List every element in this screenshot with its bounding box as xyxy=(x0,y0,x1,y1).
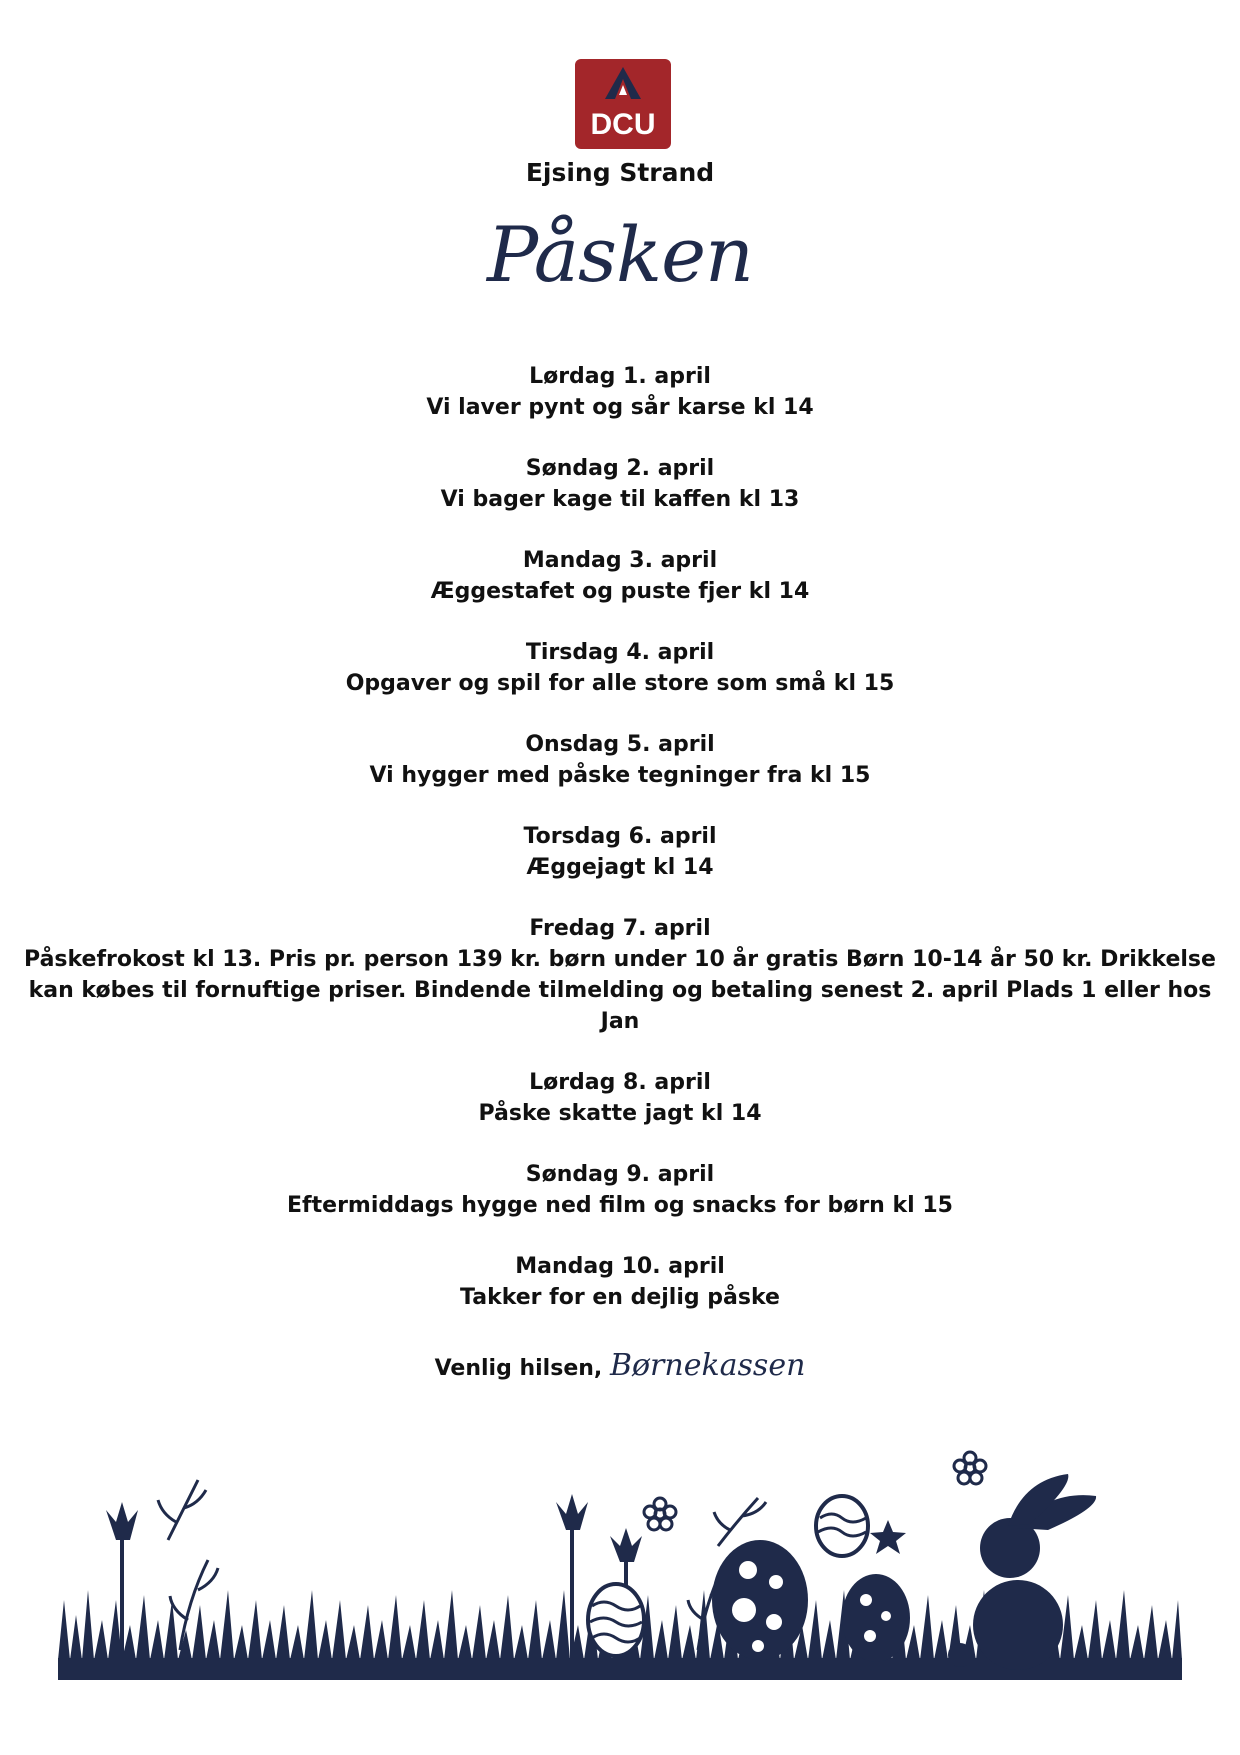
event-item xyxy=(20,453,1220,515)
event-desc: Vi hygger med påske tegninger fra kl 15 xyxy=(369,763,871,788)
event-desc: Påske skatte jagt kl 14 xyxy=(478,1101,762,1126)
event-desc: Opgaver og spil for alle store som små kl 15 xyxy=(345,671,895,696)
egg-icon xyxy=(842,1574,910,1662)
event-item xyxy=(20,913,1220,1037)
event-day: Tirsdag 4. april xyxy=(525,640,715,665)
tulip-icon xyxy=(610,1528,642,1562)
egg-icon xyxy=(816,1496,868,1556)
page-title: Påsken xyxy=(486,210,753,299)
event-day: Søndag 9. april xyxy=(525,1162,715,1187)
event-day: Mandag 3. april xyxy=(522,548,718,573)
leaf-branch-icon xyxy=(714,1498,766,1546)
event-day: Lørdag 1. april xyxy=(529,364,711,389)
greeting-text: Venlig hilsen, xyxy=(434,1356,603,1381)
event-item xyxy=(20,1251,1220,1313)
event-item xyxy=(20,821,1220,883)
tulip-icon xyxy=(556,1494,588,1530)
event-day: Onsdag 5. april xyxy=(525,732,715,757)
event-desc: Eftermiddags hygge ned film og snacks for børn kl 15 xyxy=(287,1193,953,1218)
event-item xyxy=(20,637,1220,699)
dcu-logo xyxy=(575,59,671,149)
event-item xyxy=(20,1159,1220,1221)
easter-meadow-illustration xyxy=(58,1450,1182,1680)
event-day: Mandag 10. april xyxy=(515,1254,725,1279)
signature: Børnekassen xyxy=(609,1348,806,1383)
closing xyxy=(0,1348,1240,1383)
event-day: Torsdag 6. april xyxy=(523,824,717,849)
event-desc: Æggejagt kl 14 xyxy=(526,855,714,880)
event-desc: Vi laver pynt og sår karse kl 14 xyxy=(426,395,814,420)
flower-icon xyxy=(644,1498,676,1530)
flower-icon xyxy=(954,1452,986,1484)
event-day: Fredag 7. april xyxy=(529,916,711,941)
event-item xyxy=(20,1067,1220,1129)
camp-name: Ejsing Strand xyxy=(525,158,715,187)
leaf-branch-icon xyxy=(158,1480,206,1540)
event-item xyxy=(20,729,1220,791)
tulip-icon xyxy=(106,1502,138,1540)
event-day: Søndag 2. april xyxy=(525,456,715,481)
event-day: Lørdag 8. april xyxy=(529,1070,711,1095)
event-item xyxy=(20,545,1220,607)
logo-text: DCU xyxy=(590,108,656,141)
star-icon xyxy=(870,1520,906,1554)
schedule xyxy=(20,361,1220,1343)
event-item xyxy=(20,361,1220,423)
event-desc: Vi bager kage til kaffen kl 13 xyxy=(440,487,800,512)
event-desc: Æggestafet og puste fjer kl 14 xyxy=(430,579,810,604)
event-desc: Takker for en dejlig påske xyxy=(460,1285,780,1310)
event-desc: Påskefrokost kl 13. Pris pr. person 139 kr. børn under 10 år gratis Børn 10-14 år 50 kr. Drikkelse kan købes til fornuftige priser. Bindende tilmelding og betaling senest 2. april Plads 1 eller hos Jan xyxy=(24,947,1216,1034)
